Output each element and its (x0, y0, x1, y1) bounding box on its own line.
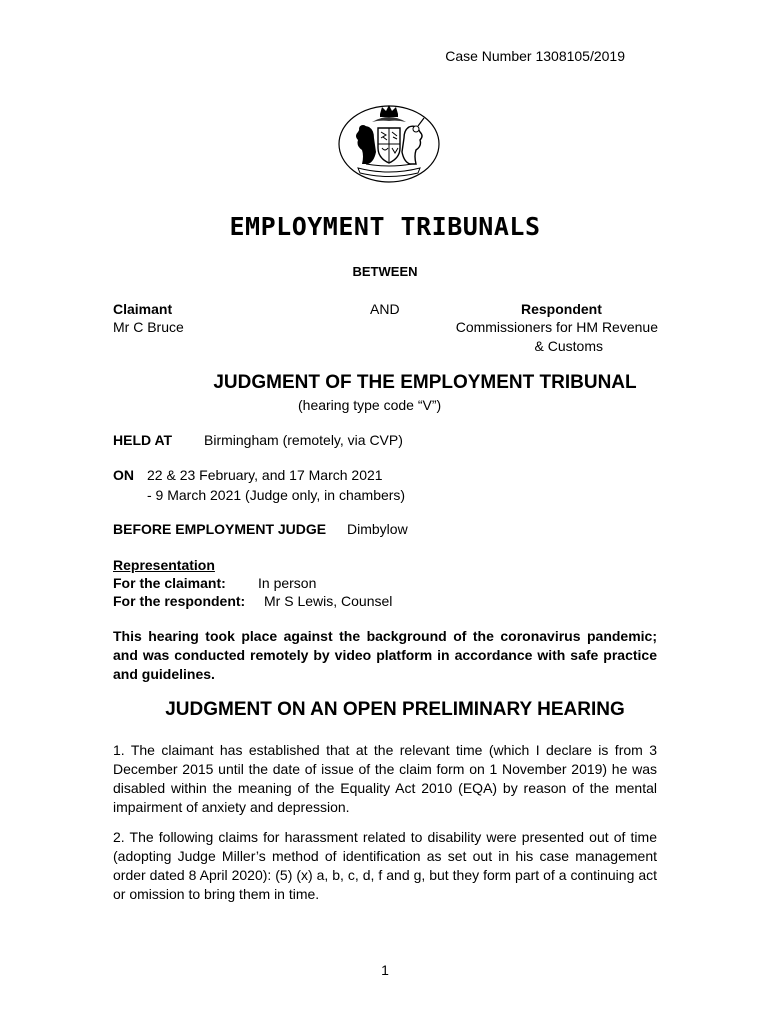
and-label: AND (370, 301, 400, 317)
claimant-name: Mr C Bruce (113, 319, 184, 335)
case-number: Case Number 1308105/2019 (445, 48, 625, 64)
on-label: ON (113, 467, 134, 483)
held-at-label: HELD AT (113, 432, 173, 448)
royal-coat-of-arms-icon (336, 100, 442, 184)
open-hearing-heading: JUDGMENT ON AN OPEN PRELIMINARY HEARING (165, 699, 625, 720)
respondent-name-line2: & Customs (534, 338, 603, 354)
hearing-type-code: (hearing type code “V”) (298, 397, 442, 413)
judge-name: Dimbylow (347, 521, 408, 537)
paragraph-2: 2. The following claims for harassment related to disability were presented out of time (adopting Judge Miller’s method of identification as set out in his case management order dated 8 April 2020): (5) (x) a, b, c, d, f and g, but they form part of a continuing act or omission to bring them in time. (113, 829, 657, 902)
before-judge-label: BEFORE EMPLOYMENT JUDGE (113, 521, 327, 537)
representation-heading: Representation (113, 557, 215, 573)
claimant-label: Claimant (113, 301, 173, 317)
claimant-rep-label: For the claimant: (113, 575, 226, 591)
between-label: BETWEEN (352, 264, 418, 279)
document-title: EMPLOYMENT TRIBUNALS (229, 212, 541, 241)
hearing-dates: 22 & 23 February, and 17 March 2021 (147, 467, 383, 483)
chambers-date: - 9 March 2021 (Judge only, in chambers) (147, 487, 406, 503)
respondent-label: Respondent (521, 301, 602, 317)
paragraph-1: 1. The claimant has established that at the relevant time (which I declare is from 3 December 2015 until the date of issue of the claim form on 1 November 2019) he was disabled within the meaning of the Equality Act 2010 (EQA) by reason of the mental impairment of anxiety and depression. (113, 742, 657, 815)
judgment-heading: JUDGMENT OF THE EMPLOYMENT TRIBUNAL (213, 372, 637, 393)
background-note: This hearing took place against the background of the coronavirus pandemic; and was conducted remotely by video platform in accordance with safe practice and guidelines. (113, 628, 657, 682)
held-at-value: Birmingham (remotely, via CVP) (204, 432, 403, 448)
respondent-rep-label: For the respondent: (113, 593, 246, 609)
page-number: 1 (381, 962, 389, 978)
claimant-rep-value: In person (258, 575, 317, 591)
respondent-name-line1: Commissioners for HM Revenue (455, 319, 658, 335)
respondent-rep-value: Mr S Lewis, Counsel (264, 593, 393, 609)
